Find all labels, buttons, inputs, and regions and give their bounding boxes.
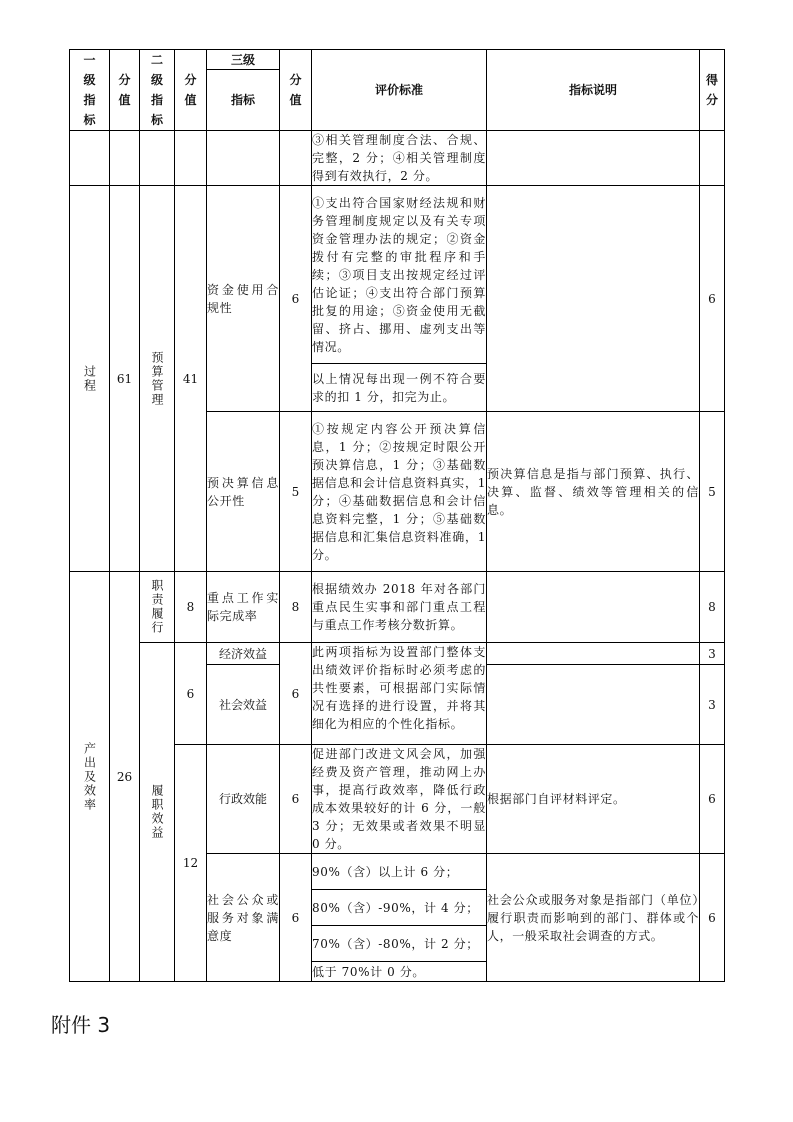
header-score2: 分值 (175, 50, 207, 131)
header-level3-indicator: 指标 (207, 70, 280, 131)
social-result: 3 (700, 665, 725, 745)
level2-benefit: 履职效益 (140, 643, 175, 982)
key-work-criteria: 根据绩效办 2018 年对各部门重点民生实事和部门重点工程与重点工作考核分数折算。 (312, 572, 487, 643)
indicator-admin: 行政效能 (207, 745, 280, 854)
blank-cell (175, 131, 207, 186)
blank-cell (487, 643, 700, 665)
indicator-fund-compliance-score: 6 (280, 186, 312, 412)
indicator-fund-compliance: 资金使用合规性 (207, 186, 280, 412)
header-score1: 分值 (110, 50, 140, 131)
fund-compliance-note (487, 186, 700, 412)
disclosure-note: 预决算信息是指与部门预算、执行、决算、监督、绩效等管理相关的信息。 (487, 412, 700, 572)
header-score3: 分值 (280, 50, 312, 131)
indicator-key-work-score: 8 (280, 572, 312, 643)
level2-budget-score: 41 (175, 186, 207, 572)
header-level1: 一级指标 (70, 50, 110, 131)
benefit-sub-score: 12 (175, 745, 207, 982)
satisfaction-level: 80%（含）-90%，计 4 分； (312, 890, 487, 926)
indicator-economic: 经济效益 (207, 643, 280, 665)
disclosure-result: 5 (700, 412, 725, 572)
level1-output: 产出及效率 (70, 572, 110, 982)
blank-cell (487, 131, 700, 186)
level1-output-score: 26 (110, 572, 140, 982)
benefit-group-score: 6 (175, 643, 207, 745)
blank-cell (110, 131, 140, 186)
blank-cell (70, 131, 110, 186)
fund-compliance-result: 6 (700, 186, 725, 412)
satisfaction-level: 70%（含）-80%，计 2 分； (312, 926, 487, 962)
indicator-satisfaction: 社会公众或服务对象满意度 (207, 854, 280, 982)
economic-result: 3 (700, 643, 725, 665)
blank-cell (700, 131, 725, 186)
admin-criteria: 促进部门改进文风会风，加强经费及资产管理，推动网上办事，提高行政效率，降低行政成本效果较好的计 6 分，一般 3 分；无效果或者效果不明显 0 分。 (312, 745, 487, 854)
admin-result: 6 (700, 745, 725, 854)
header-level2: 二级指标 (140, 50, 175, 131)
header-criteria: 评价标准 (312, 50, 487, 131)
blank-cell (207, 131, 280, 186)
indicator-disclosure-score: 5 (280, 412, 312, 572)
satisfaction-level: 90%（含）以上计 6 分； (312, 854, 487, 890)
level2-duty-score: 8 (175, 572, 207, 643)
fund-compliance-criteria-extra: 以上情况每出现一例不符合要求的扣 1 分，扣完为止。 (312, 364, 487, 412)
benefit-pair-criteria: 此两项指标为设置部门整体支出绩效评价指标时必须考虑的共性要素，可根据部门实际情况有选择的进行设置，并将其细化为相应的个性化指标。 (312, 643, 487, 745)
attachment-label: 附件 3 (51, 1013, 111, 1037)
level2-duty: 职责履行 (140, 572, 175, 643)
admin-note: 根据部门自评材料评定。 (487, 745, 700, 854)
indicator-admin-score: 6 (280, 745, 312, 854)
disclosure-criteria: ①按规定内容公开预决算信息，1 分；②按规定时限公开预决算信息，1 分；③基础数据信息和会计信息资料真实，1 分；④基础数据信息和会计信息资料完整，1 分；⑤基础数据信息和汇集信息资料准确，1 分。 (312, 412, 487, 572)
level1-process-score: 61 (110, 186, 140, 572)
indicator-key-work: 重点工作实际完成率 (207, 572, 280, 643)
evaluation-table (69, 49, 725, 982)
indicator-social: 社会效益 (207, 665, 280, 745)
satisfaction-note: 社会公众或服务对象是指部门（单位）履行职责而影响到的部门、群体或个人，一般采取社会调查的方式。 (487, 854, 700, 982)
blank-cell (140, 131, 175, 186)
level2-budget: 预算管理 (140, 186, 175, 572)
header-level3: 三级 (207, 50, 280, 70)
satisfaction-result: 6 (700, 854, 725, 982)
benefit-pair-score: 6 (280, 643, 312, 745)
header-note: 指标说明 (487, 50, 700, 131)
satisfaction-level: 低于 70%计 0 分。 (312, 962, 487, 982)
key-work-result: 8 (700, 572, 725, 643)
fund-compliance-criteria: ①支出符合国家财经法规和财务管理制度规定以及有关专项资金管理办法的规定；②资金拨付有完整的审批程序和手续；③项目支出按规定经过评估论证；④支出符合部门预算批复的用途；⑤资金使用无截留、挤占、挪用、虚列支出等情况。 (312, 186, 487, 364)
continuation-criteria: ③相关管理制度合法、合规、完整，2 分；④相关管理制度得到有效执行，2 分。 (312, 131, 487, 186)
level1-process: 过程 (70, 186, 110, 572)
header-result: 得分 (700, 50, 725, 131)
blank-cell (280, 131, 312, 186)
indicator-satisfaction-score: 6 (280, 854, 312, 982)
blank-cell (487, 665, 700, 745)
blank-cell (487, 572, 700, 643)
indicator-disclosure: 预决算信息公开性 (207, 412, 280, 572)
